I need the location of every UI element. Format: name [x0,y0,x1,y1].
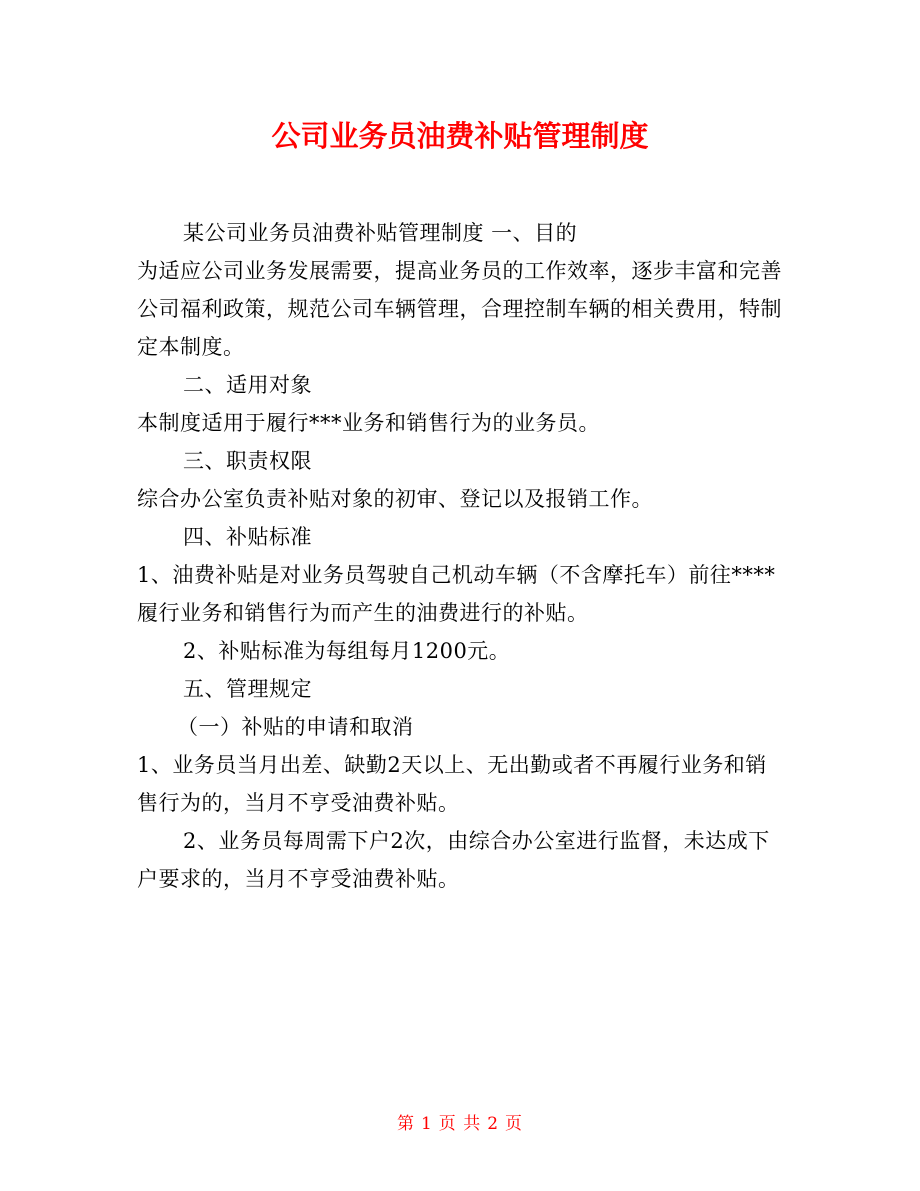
paragraph-responsibility: 综合办公室负责补贴对象的初审、登记以及报销工作。 [137,487,653,511]
section-heading-responsibility: 三、职责权限 [183,449,312,473]
footer-suffix: 页 [505,1114,524,1134]
paragraph-rule-2: 2、业务员每周需下户2次，由综合办公室进行监督，未达成下户要求的，当月不亨受油费补贴。 [137,829,770,891]
footer-current-page: 1 [420,1114,433,1134]
paragraph-standard-1: 1、油费补贴是对业务员驾驶自己机动车辆（不含摩托车）前往****履行业务和销售行为而产生的油费进行的补贴。 [137,563,776,625]
footer-mid: 页 共 [438,1114,482,1134]
paragraph-purpose: 为适应公司业务发展需要，提高业务员的工作效率，逐步丰富和完善公司福利政策，规范公司车辆管理，合理控制车辆的相关费用，特制定本制度。 [137,259,782,359]
page-footer [0,1112,920,1136]
section-heading-standard: 四、补贴标准 [183,525,312,549]
footer-prefix: 第 [396,1114,415,1134]
paragraph-scope: 本制度适用于履行***业务和销售行为的业务员。 [137,411,600,435]
document-body [137,214,787,898]
section-heading-management: 五、管理规定 [183,677,312,701]
paragraph-standard-2: 2、补贴标准为每组每月1200元。 [183,639,511,663]
paragraph-rule-1: 1、业务员当月出差、缺勤2天以上、无出勤或者不再履行业务和销售行为的，当月不亨受油费补贴。 [137,753,767,815]
subsection-heading-application: （一）补贴的申请和取消 [177,715,414,739]
section-heading-scope: 二、适用对象 [183,373,312,397]
document-title: 公司业务员油费补贴管理制度 [271,119,649,153]
footer-total-pages: 2 [487,1114,500,1134]
paragraph-intro-heading: 某公司业务员油费补贴管理制度 一、目的 [183,221,578,245]
